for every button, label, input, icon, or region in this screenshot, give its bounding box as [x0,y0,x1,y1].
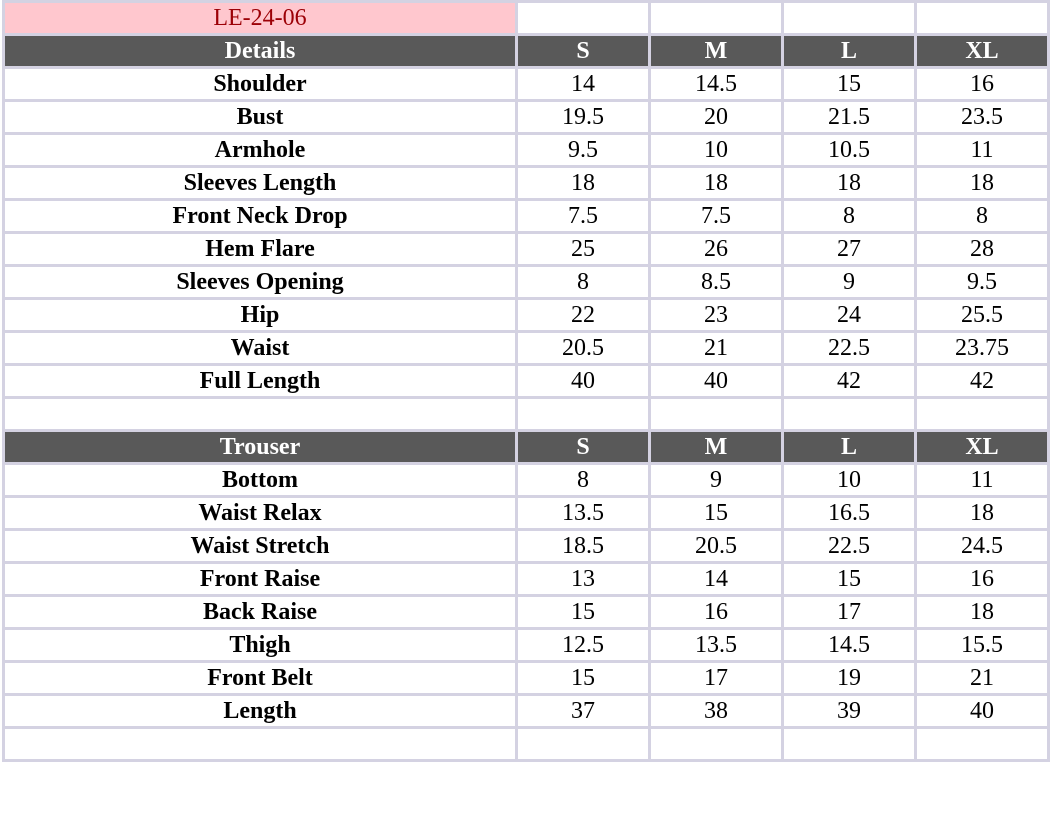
measurement-value[interactable]: 24.5 [916,530,1049,563]
empty-cell[interactable] [650,728,783,761]
size-chart-table [2,0,1050,762]
measurement-value[interactable]: 14.5 [650,68,783,101]
empty-cell[interactable] [517,398,650,431]
bottom-header-label[interactable]: Trouser [4,431,517,464]
measurement-value[interactable]: 18 [650,167,783,200]
measurement-value[interactable]: 42 [783,365,916,398]
table-row [4,200,1049,233]
measurement-label[interactable]: Full Length [4,365,517,398]
measurement-label[interactable]: Hem Flare [4,233,517,266]
measurement-value[interactable]: 9.5 [517,134,650,167]
measurement-label[interactable]: Front Belt [4,662,517,695]
measurement-value[interactable]: 19 [783,662,916,695]
empty-cell[interactable] [916,728,1049,761]
measurement-value[interactable]: 25.5 [916,299,1049,332]
table-row [4,497,1049,530]
measurement-label[interactable]: Bust [4,101,517,134]
measurement-value[interactable]: 16.5 [783,497,916,530]
measurement-value[interactable]: 10.5 [783,134,916,167]
measurement-value[interactable]: 28 [916,233,1049,266]
empty-cell[interactable] [650,2,783,35]
measurement-value[interactable]: 17 [650,662,783,695]
empty-cell[interactable] [4,398,517,431]
empty-cell[interactable] [916,2,1049,35]
measurement-value[interactable]: 19.5 [517,101,650,134]
measurement-value[interactable]: 9 [650,464,783,497]
measurement-value[interactable]: 23.5 [916,101,1049,134]
size-chart-body [4,2,1049,761]
measurement-label[interactable]: Armhole [4,134,517,167]
measurement-value[interactable]: 20.5 [517,332,650,365]
measurement-value[interactable]: 42 [916,365,1049,398]
measurement-value[interactable]: 15.5 [916,629,1049,662]
measurement-label[interactable]: Waist Stretch [4,530,517,563]
measurement-value[interactable]: 8 [783,200,916,233]
table-row [4,563,1049,596]
table-row [4,695,1049,728]
measurement-value[interactable]: 9.5 [916,266,1049,299]
measurement-value[interactable]: 14 [517,68,650,101]
measurement-value[interactable]: 13.5 [517,497,650,530]
measurement-value[interactable]: 21 [650,332,783,365]
table-row [4,101,1049,134]
measurement-value[interactable]: 17 [783,596,916,629]
measurement-value[interactable]: 16 [916,68,1049,101]
table-row [4,233,1049,266]
measurement-value[interactable]: 7.5 [650,200,783,233]
measurement-value[interactable]: 11 [916,134,1049,167]
measurement-label[interactable]: Hip [4,299,517,332]
measurement-value[interactable]: 27 [783,233,916,266]
measurement-value[interactable]: 13 [517,563,650,596]
table-row [4,596,1049,629]
measurement-value[interactable]: 39 [783,695,916,728]
measurement-value[interactable]: 10 [650,134,783,167]
measurement-value[interactable]: 38 [650,695,783,728]
measurement-label[interactable]: Waist [4,332,517,365]
measurement-label[interactable]: Back Raise [4,596,517,629]
measurement-label[interactable]: Sleeves Opening [4,266,517,299]
empty-cell[interactable] [783,398,916,431]
top-header-row [4,35,1049,68]
measurement-label[interactable]: Shoulder [4,68,517,101]
measurement-value[interactable]: 12.5 [517,629,650,662]
table-row [4,134,1049,167]
measurement-value[interactable]: 8 [517,464,650,497]
empty-cell[interactable] [517,728,650,761]
measurement-value[interactable]: 21 [916,662,1049,695]
measurement-label[interactable]: Thigh [4,629,517,662]
measurement-value[interactable]: 22.5 [783,332,916,365]
measurement-value[interactable]: 40 [650,365,783,398]
size-header-xl[interactable]: XL [916,35,1049,68]
measurement-value[interactable]: 15 [783,563,916,596]
size-header-xl[interactable]: XL [916,431,1049,464]
measurement-value[interactable]: 24 [783,299,916,332]
table-row [4,68,1049,101]
table-row [4,629,1049,662]
table-row [4,266,1049,299]
measurement-value[interactable]: 26 [650,233,783,266]
size-header-l[interactable]: L [783,431,916,464]
table-row [4,332,1049,365]
size-header-m[interactable]: M [650,431,783,464]
measurement-value[interactable]: 23.75 [916,332,1049,365]
product-code[interactable]: LE-24-06 [4,2,517,35]
measurement-value[interactable]: 18 [517,167,650,200]
empty-cell[interactable] [916,398,1049,431]
measurement-value[interactable]: 16 [650,596,783,629]
measurement-value[interactable]: 16 [916,563,1049,596]
table-row [4,365,1049,398]
measurement-value[interactable]: 15 [517,662,650,695]
size-header-l[interactable]: L [783,35,916,68]
measurement-value[interactable]: 8 [517,266,650,299]
measurement-value[interactable]: 9 [783,266,916,299]
measurement-value[interactable]: 11 [916,464,1049,497]
top-header-label[interactable]: Details [4,35,517,68]
measurement-value[interactable]: 37 [517,695,650,728]
measurement-value[interactable]: 22.5 [783,530,916,563]
measurement-value[interactable]: 25 [517,233,650,266]
measurement-value[interactable]: 18 [783,167,916,200]
measurement-label[interactable]: Front Raise [4,563,517,596]
blank-row [4,728,1049,761]
size-header-s[interactable]: S [517,431,650,464]
empty-cell[interactable] [4,728,517,761]
empty-cell[interactable] [650,398,783,431]
measurement-value[interactable]: 13.5 [650,629,783,662]
measurement-value[interactable]: 18.5 [517,530,650,563]
measurement-label[interactable]: Bottom [4,464,517,497]
measurement-value[interactable]: 10 [783,464,916,497]
table-row [4,530,1049,563]
size-header-m[interactable]: M [650,35,783,68]
table-row [4,167,1049,200]
table-row [4,464,1049,497]
measurement-value[interactable]: 14.5 [783,629,916,662]
empty-cell[interactable] [783,2,916,35]
blank-row [4,398,1049,431]
measurement-label[interactable]: Front Neck Drop [4,200,517,233]
empty-cell[interactable] [783,728,916,761]
measurement-label[interactable]: Length [4,695,517,728]
table-row [4,662,1049,695]
measurement-value[interactable]: 40 [517,365,650,398]
measurement-value[interactable]: 8.5 [650,266,783,299]
measurement-value[interactable]: 20.5 [650,530,783,563]
measurement-value[interactable]: 15 [650,497,783,530]
code-row [4,2,1049,35]
measurement-value[interactable]: 22 [517,299,650,332]
measurement-value[interactable]: 15 [517,596,650,629]
measurement-value[interactable]: 23 [650,299,783,332]
measurement-value[interactable]: 7.5 [517,200,650,233]
measurement-value[interactable]: 14 [650,563,783,596]
measurement-value[interactable]: 18 [916,497,1049,530]
measurement-value[interactable]: 8 [916,200,1049,233]
measurement-value[interactable]: 15 [783,68,916,101]
measurement-label[interactable]: Sleeves Length [4,167,517,200]
measurement-label[interactable]: Waist Relax [4,497,517,530]
bottom-header-row [4,431,1049,464]
measurement-value[interactable]: 21.5 [783,101,916,134]
table-row [4,299,1049,332]
measurement-value[interactable]: 20 [650,101,783,134]
size-header-s[interactable]: S [517,35,650,68]
measurement-value[interactable]: 18 [916,167,1049,200]
empty-cell[interactable] [517,2,650,35]
measurement-value[interactable]: 18 [916,596,1049,629]
measurement-value[interactable]: 40 [916,695,1049,728]
